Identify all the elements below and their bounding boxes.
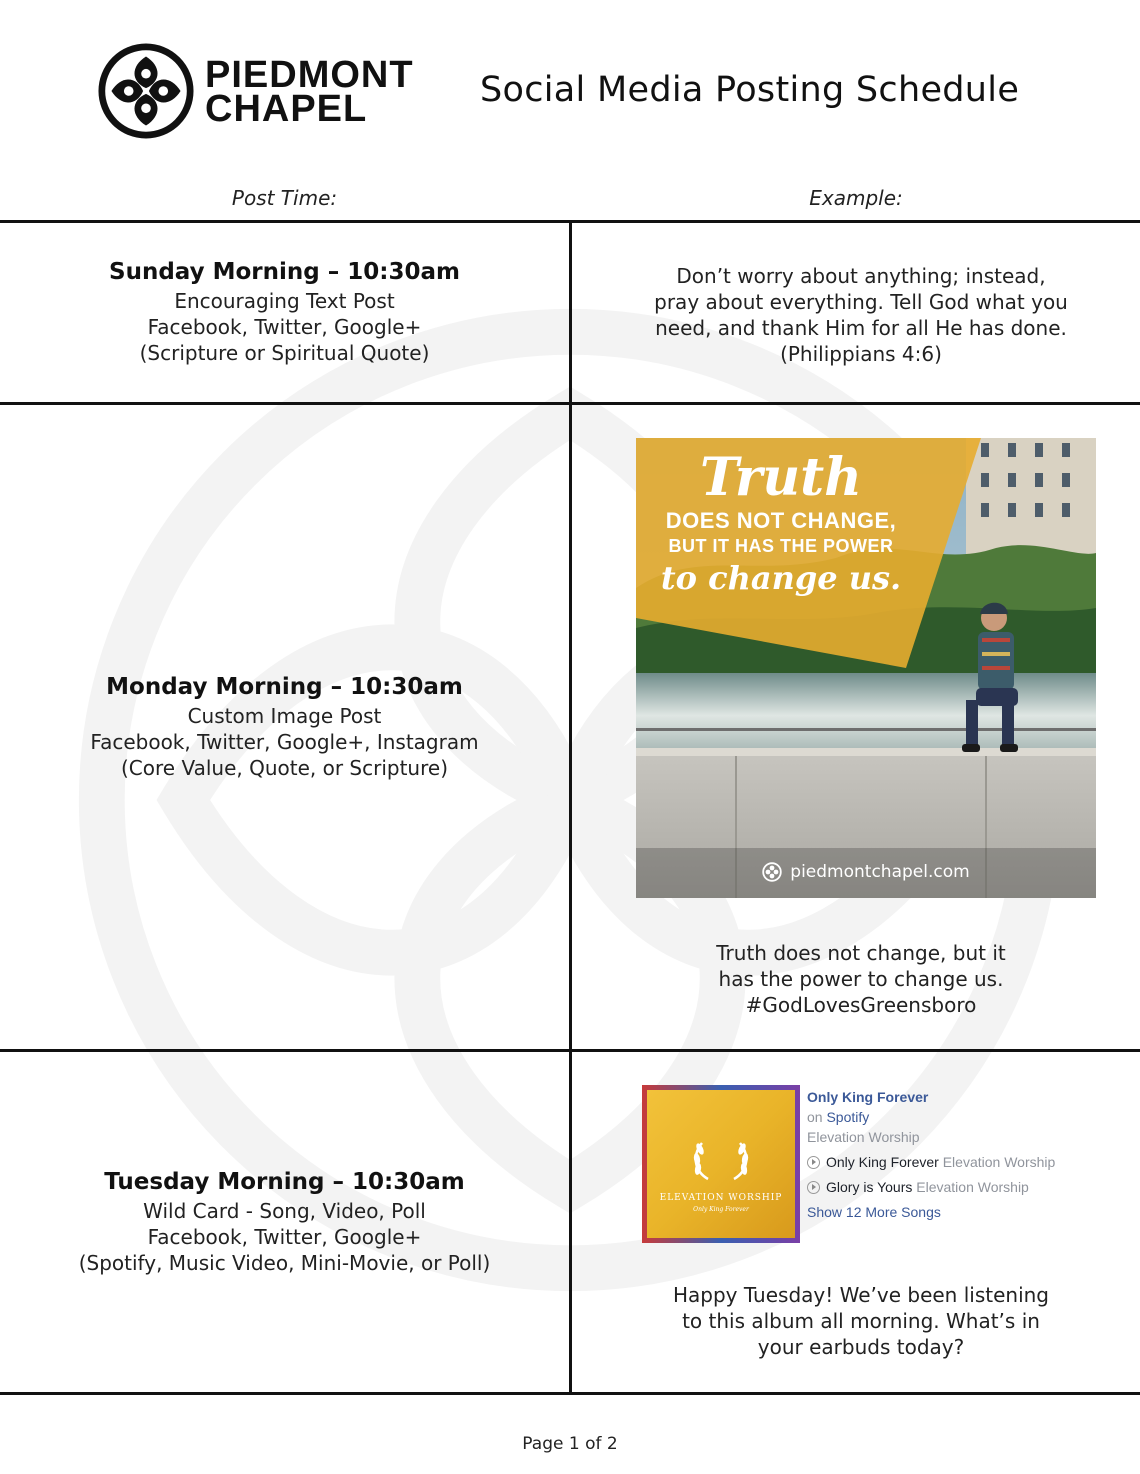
post-type: Encouraging Text Post	[174, 289, 395, 313]
logo-line-1: PIEDMONT	[205, 54, 414, 96]
track-song: Glory is Yours	[826, 1179, 913, 1195]
post-platforms: Facebook, Twitter, Google+	[147, 1224, 422, 1249]
spotify-service-link[interactable]: Spotify	[826, 1109, 870, 1125]
spotify-info	[807, 1087, 1055, 1222]
example-line: your earbuds today?	[757, 1335, 965, 1359]
post-platforms: Facebook, Twitter, Google+, Instagram	[90, 729, 479, 754]
example-text-monday	[572, 940, 1140, 1018]
spotify-track[interactable]	[807, 1152, 1055, 1172]
show-more-songs-link[interactable]: Show 12 More Songs	[807, 1204, 941, 1220]
example-line: Truth does not change, but it	[716, 941, 1006, 965]
column-header-example: Example:	[809, 186, 903, 210]
post-type: Wild Card - Song, Video, Poll	[143, 1198, 426, 1223]
page-number: Page 1 of 2	[522, 1434, 618, 1454]
page-title: Social Media Posting Schedule	[480, 70, 1020, 110]
document-header	[0, 0, 1140, 170]
custom-image-post	[636, 438, 1096, 898]
album-subtitle-text: Only King Forever	[693, 1206, 749, 1213]
album-cover[interactable]	[642, 1085, 800, 1243]
logo-wordmark	[205, 54, 414, 130]
example-line: #GodLovesGreensboro	[745, 993, 977, 1017]
chapel-logo-icon	[98, 43, 194, 139]
post-note: (Scripture or Spiritual Quote)	[139, 341, 430, 365]
spotify-artist: Elevation Worship	[807, 1129, 920, 1145]
track-song: Only King Forever	[826, 1154, 939, 1170]
post-time-cell-monday	[0, 405, 569, 1049]
post-note: (Core Value, Quote, or Scripture)	[121, 755, 448, 780]
spotify-album-title[interactable]: Only King Forever	[807, 1089, 929, 1105]
image-script-word: Truth	[700, 447, 862, 508]
image-url-text: piedmontchapel.com	[790, 862, 970, 882]
post-time-cell-tuesday	[0, 1052, 569, 1392]
spotify-track[interactable]	[807, 1177, 1055, 1197]
image-url	[636, 862, 1096, 882]
chapel-logo-icon	[762, 862, 782, 882]
post-note: (Spotify, Music Video, Mini-Movie, or Poll)	[78, 1250, 491, 1275]
album-artist-text: ELEVATION WORSHIP	[659, 1193, 783, 1203]
column-divider	[569, 220, 572, 1395]
track-artist: Elevation Worship	[942, 1154, 1056, 1170]
post-time-heading: Sunday Morning – 10:30am	[109, 259, 460, 285]
example-line: (Philippians 4:6)	[780, 342, 942, 366]
image-script-line: to change us.	[660, 559, 902, 597]
post-time-heading: Monday Morning – 10:30am	[106, 673, 463, 700]
play-icon[interactable]	[807, 1156, 820, 1169]
post-time-heading: Tuesday Morning – 10:30am	[104, 1168, 465, 1195]
album-art	[642, 1085, 800, 1243]
example-line: pray about everything. Tell God what you	[654, 290, 1068, 314]
play-icon[interactable]	[807, 1181, 820, 1194]
example-text-tuesday	[572, 1282, 1140, 1360]
spotify-embed	[642, 1085, 1102, 1245]
post-time-cell-sunday	[0, 223, 569, 402]
example-line: Don’t worry about anything; instead,	[676, 264, 1046, 288]
spotify-on-label: on	[807, 1109, 823, 1125]
image-line-2: BUT IT HAS THE POWER	[668, 536, 894, 556]
track-artist: Elevation Worship	[916, 1179, 1029, 1195]
schedule-table	[0, 220, 1140, 1395]
example-line: to this album all morning. What’s in	[682, 1309, 1040, 1333]
example-line: need, and thank Him for all He has done.	[655, 316, 1067, 340]
example-line: has the power to change us.	[718, 967, 1004, 991]
column-header-post-time: Post Time:	[231, 186, 338, 210]
post-platforms: Facebook, Twitter, Google+	[147, 315, 422, 339]
image-line-1: DOES NOT CHANGE,	[665, 508, 897, 533]
post-type: Custom Image Post	[187, 703, 382, 728]
example-line: Happy Tuesday! We’ve been listening	[672, 1283, 1049, 1307]
example-text-sunday	[572, 263, 1140, 367]
image-overlay-text	[636, 448, 926, 598]
logo-line-2: CHAPEL	[205, 88, 368, 130]
